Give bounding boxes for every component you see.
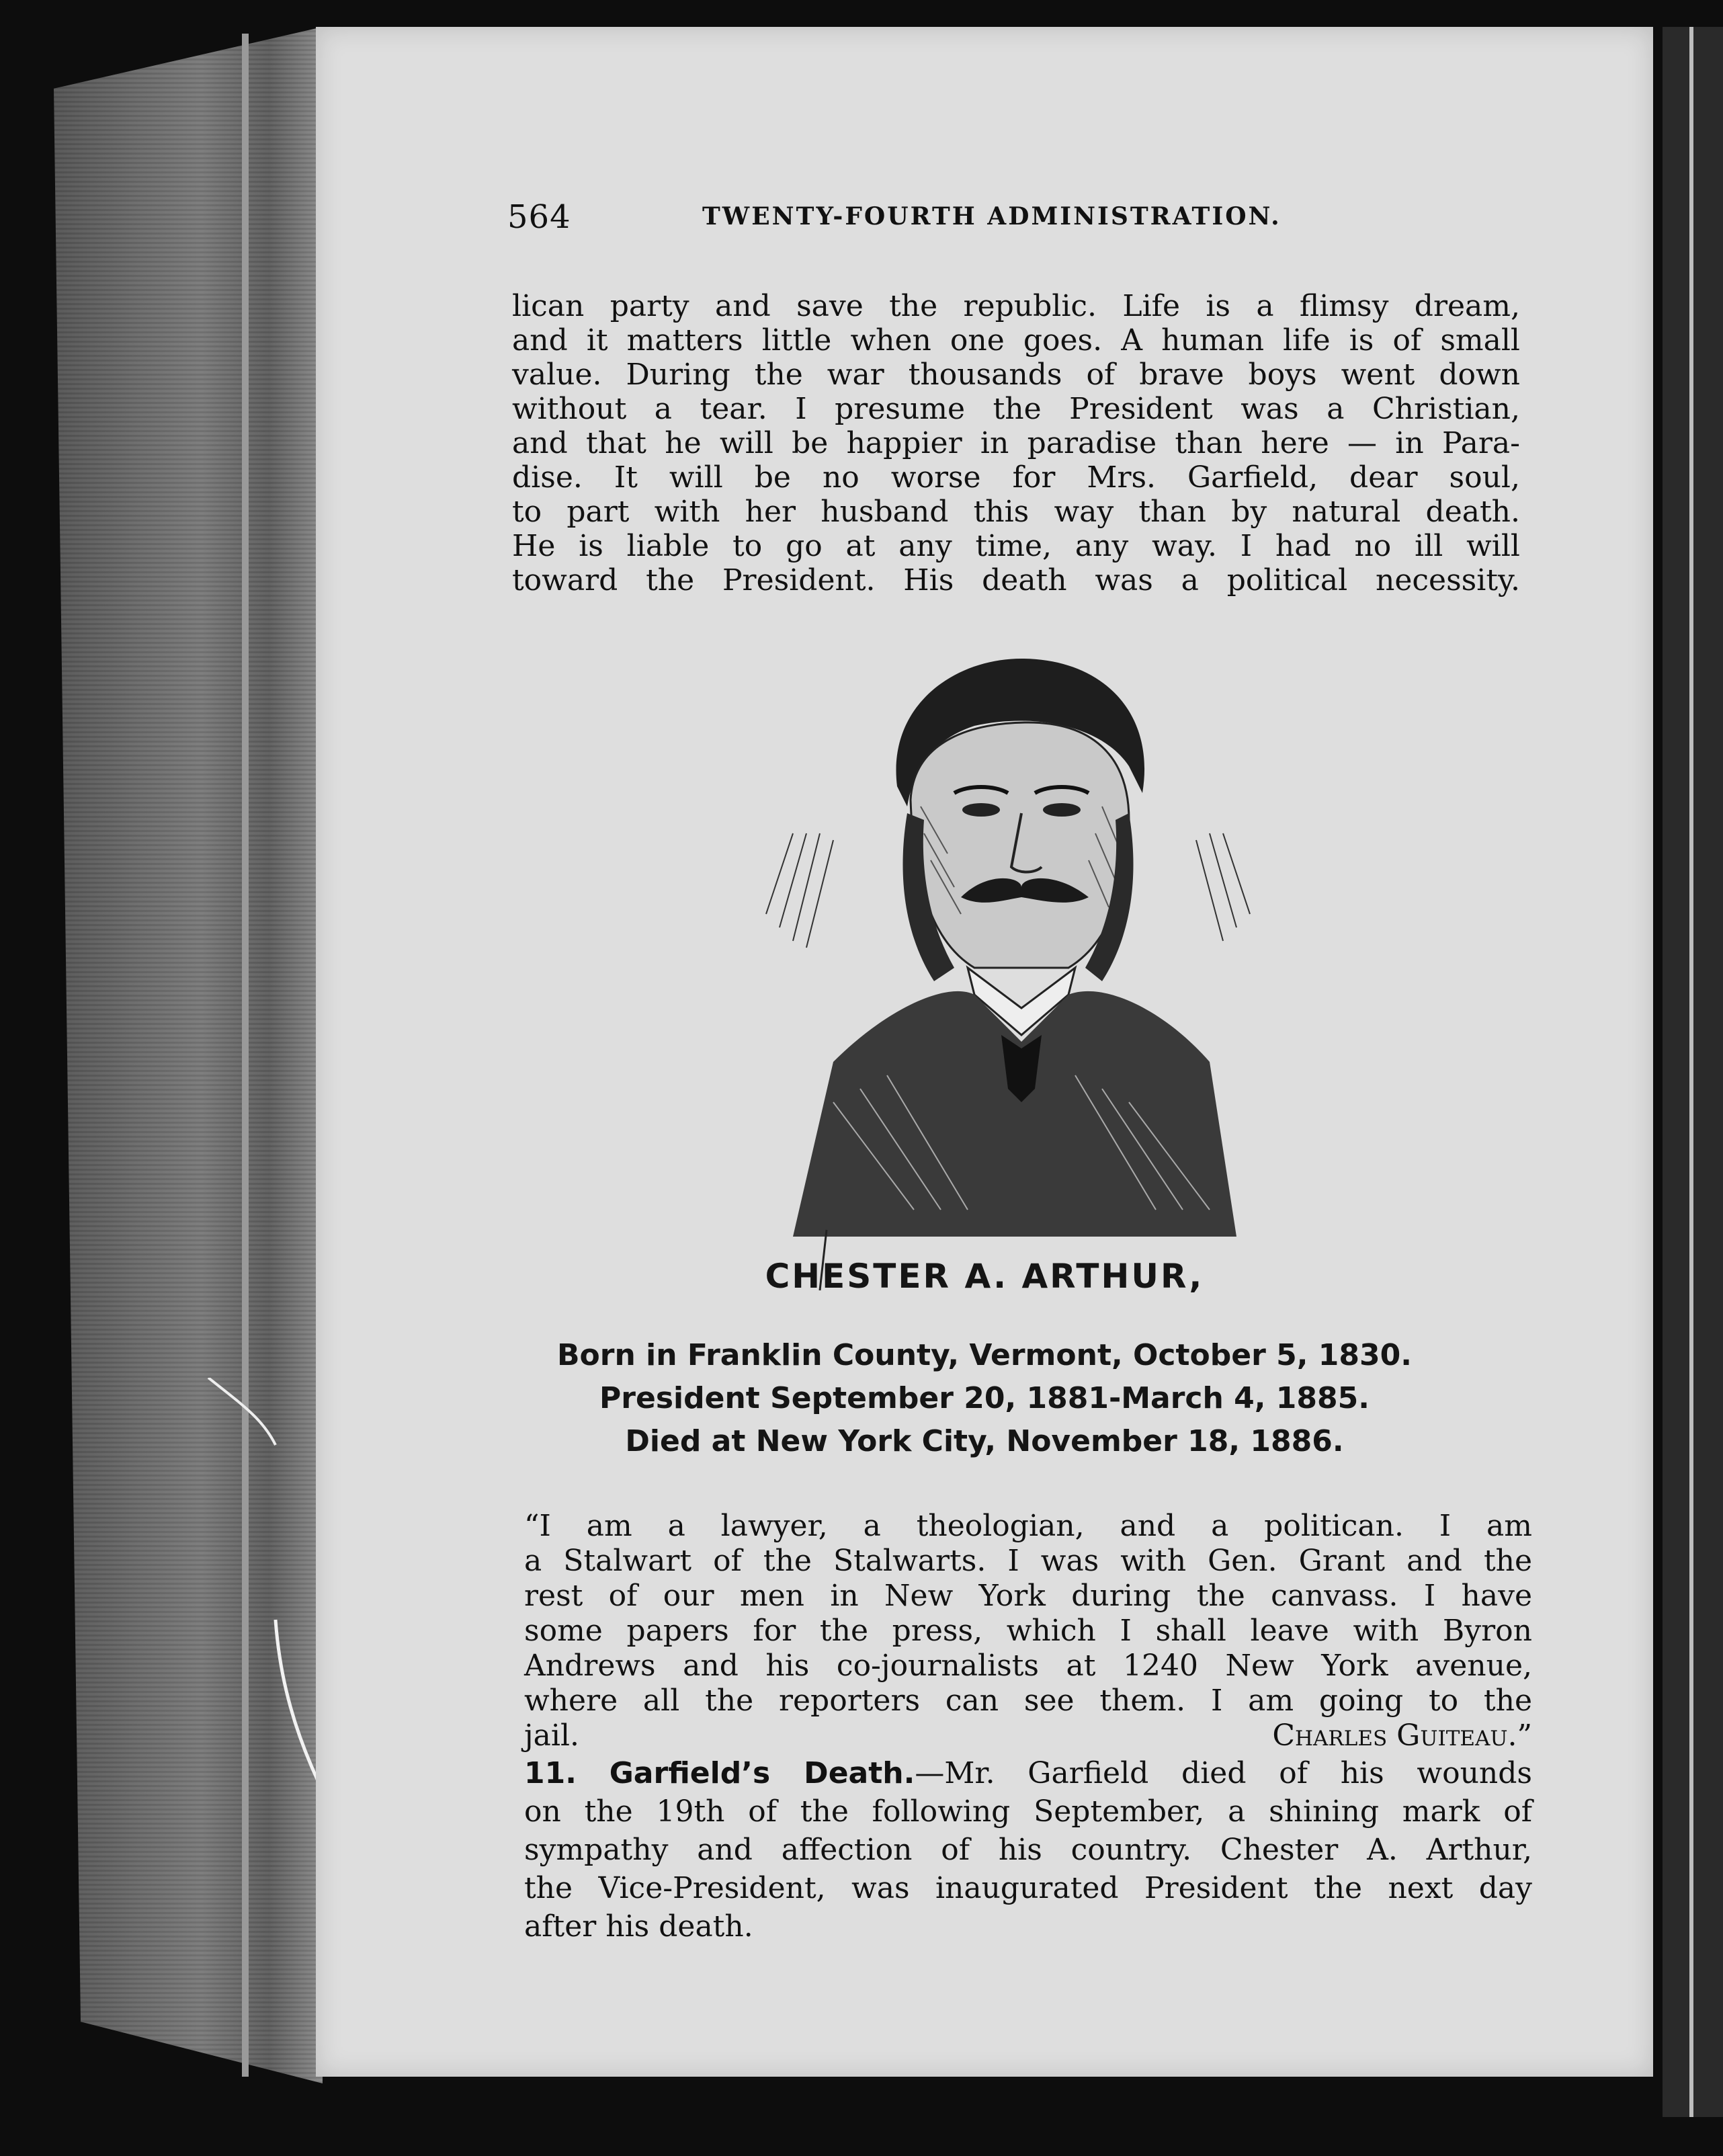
text-line: to part with her husband this way than by natural death. — [512, 495, 1520, 529]
page-number: 564 — [507, 198, 571, 236]
text-line: “I am a lawyer, a theologian, and a politican. I am — [524, 1509, 1532, 1543]
section-first-line — [524, 1754, 1532, 1792]
text-line: where all the reporters can see them. I am going to the — [524, 1684, 1532, 1718]
section-first-line-text: —Mr. Garfield died of his wounds — [915, 1756, 1533, 1790]
text-line: toward the President. His death was a political necessity. — [512, 563, 1520, 597]
text-line: dise. It will be no worse for Mrs. Garfield, dear soul, — [512, 460, 1520, 495]
guiteau-quote — [524, 1509, 1532, 1753]
engraved-portrait-icon — [753, 632, 1277, 1290]
text-line: He is liable to go at any time, any way. I had no ill will — [512, 529, 1520, 563]
text-line: Andrews and his co-journalists at 1240 New York avenue, — [524, 1649, 1532, 1683]
quote-last-word: jail. — [524, 1718, 580, 1753]
quote-signature: Charles Guiteau.” — [1272, 1718, 1532, 1753]
caption-died: Died at New York City, November 18, 1886. — [625, 1424, 1344, 1458]
section-heading: Garfield’s Death. — [609, 1756, 915, 1790]
page-header — [507, 198, 1549, 245]
section-number: 11. — [524, 1756, 577, 1790]
text-line: value. During the war thousands of brave boys went down — [512, 358, 1520, 392]
book-page — [316, 27, 1653, 2077]
text-line: and it matters little when one goes. A human life is of small — [512, 323, 1520, 358]
text-line: on the 19th of the following September, a shining mark of — [524, 1794, 1532, 1829]
running-title: TWENTY-FOURTH ADMINISTRATION. — [702, 202, 1281, 231]
caption-president: President September 20, 1881-March 4, 1885. — [599, 1381, 1370, 1415]
text-line: without a tear. I presume the President was a Christian, — [512, 392, 1520, 426]
facing-page-edge — [1663, 27, 1723, 2117]
section-garfields-death — [524, 1754, 1532, 1946]
text-line: lican party and save the republic. Life is a flimsy dream, — [512, 289, 1520, 323]
text-line: sympathy and affection of his country. Chester A. Arthur, — [524, 1833, 1532, 1867]
caption-born: Born in Franklin County, Vermont, October 5, 1830. — [557, 1338, 1412, 1372]
text-line: some papers for the press, which I shall leave with Byron — [524, 1614, 1532, 1648]
text-line: rest of our men in New York during the canvass. I have — [524, 1579, 1532, 1613]
text-line: the Vice-President, was inaugurated President the next day — [524, 1871, 1532, 1905]
portrait-caption-details — [316, 1334, 1653, 1463]
text-line: and that he will be happier in paradise than here — in Para- — [512, 426, 1520, 460]
portrait-caption-name: CHESTER A. ARTHUR, — [765, 1257, 1204, 1296]
continued-paragraph — [512, 289, 1520, 597]
text-line-last — [524, 1718, 1532, 1753]
text-line-last: after his death. — [524, 1909, 753, 1944]
text-line: a Stalwart of the Stalwarts. I was with Gen. Grant and the — [524, 1544, 1532, 1578]
